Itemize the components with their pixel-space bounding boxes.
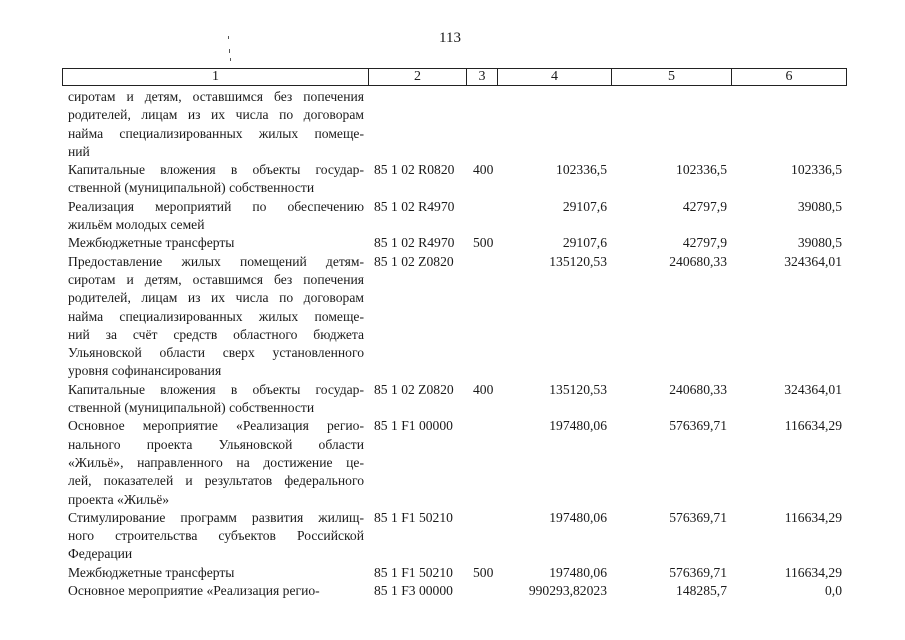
row-name-line: Предоставление жилых помещений детям- <box>68 253 364 269</box>
row-value-col6: 116634,29 <box>784 564 842 580</box>
row-name <box>68 161 364 198</box>
row-name <box>68 582 364 600</box>
header-col-5: 5 <box>612 69 732 85</box>
row-name-line: лей, показателей и результатов федерального <box>68 473 364 489</box>
row-name-line: Стимулирование программ развития жилищ- <box>68 509 364 525</box>
row-code: 85 1 F3 00000 <box>374 583 453 599</box>
row-name-line: Межбюджетные трансферты <box>68 235 235 251</box>
row-name-line: сиротам и детям, оставшимся без попечения <box>68 271 364 287</box>
table-header <box>62 68 847 86</box>
row-name-line: нального проекта Ульяновской области <box>68 436 364 452</box>
row-value-col4: 197480,06 <box>549 509 607 525</box>
row-code: 85 1 F1 50210 <box>374 564 453 580</box>
row-value-col4: 990293,82023 <box>528 583 607 599</box>
row-code: 85 1 02 R4970 <box>374 235 455 251</box>
row-name-line: ний за счёт средств областного бюджета <box>68 326 364 342</box>
row-name-line: ного строительства субъектов Российской <box>68 528 364 544</box>
row-value-col4: 197480,06 <box>549 564 607 580</box>
row-type: 400 <box>473 162 494 178</box>
row-value-col6: 0,0 <box>825 583 842 599</box>
row-value-col6: 116634,29 <box>784 509 842 525</box>
row-code: 85 1 F1 50210 <box>374 509 453 525</box>
row-name <box>68 509 364 564</box>
row-value-col4: 29107,6 <box>562 235 607 251</box>
header-col-2: 2 <box>369 69 467 85</box>
row-name-line: найма специализированных жилых помеще- <box>68 308 364 324</box>
row-name-line: «Жильё», направленного на достижение це- <box>68 454 364 470</box>
row-value-col4: 102336,5 <box>556 162 607 178</box>
row-name-line: Ульяновской области сверх установленного <box>68 345 364 361</box>
row-value-col6: 102336,5 <box>791 162 842 178</box>
row-value-col4: 197480,06 <box>549 418 607 434</box>
row-value-col4: 135120,53 <box>549 253 607 269</box>
row-name-line: уровня софинансирования <box>68 363 222 379</box>
row-name-line: ственной (муниципальной) собственности <box>68 400 315 416</box>
row-code: 85 1 F1 00000 <box>374 418 453 434</box>
row-value-col5: 576369,71 <box>669 418 727 434</box>
row-code: 85 1 02 Z0820 <box>374 381 454 397</box>
scan-speck <box>230 58 231 61</box>
row-value-col5: 102336,5 <box>676 162 727 178</box>
row-name-line: Капитальные вложения в объекты государ- <box>68 162 364 178</box>
row-name-line: Капитальные вложения в объекты государ- <box>68 381 364 397</box>
row-name <box>68 234 364 252</box>
row-name-line: Основное мероприятие «Реализация регио- <box>68 418 364 434</box>
row-value-col5: 240680,33 <box>669 253 727 269</box>
row-code: 85 1 02 R4970 <box>374 198 455 214</box>
row-value-col5: 42797,9 <box>682 198 727 214</box>
row-name-line: найма специализированных жилых помеще- <box>68 125 364 141</box>
row-code: 85 1 02 R0820 <box>374 162 455 178</box>
row-name-line: Межбюджетные трансферты <box>68 564 235 580</box>
row-name <box>68 198 364 235</box>
row-name <box>68 417 364 508</box>
row-value-col6: 39080,5 <box>797 235 842 251</box>
scan-speck <box>228 36 229 39</box>
row-name-line: Основное мероприятие «Реализация регио- <box>68 583 320 599</box>
row-value-col5: 240680,33 <box>669 381 727 397</box>
row-type: 400 <box>473 381 494 397</box>
row-name-line: жильём молодых семей <box>68 217 205 233</box>
row-name-line: проекта «Жильё» <box>68 491 170 507</box>
row-name-line: родителей, лицам из их числа по договорам <box>68 290 364 306</box>
row-name-line: Федерации <box>68 546 133 562</box>
row-name-line: сиротам и детям, оставшимся без попечения <box>68 89 364 104</box>
header-col-6: 6 <box>785 69 793 84</box>
row-value-col4: 135120,53 <box>549 381 607 397</box>
row-value-col6: 116634,29 <box>784 418 842 434</box>
row-value-col6: 324364,01 <box>784 253 842 269</box>
row-name <box>68 88 364 161</box>
row-name <box>68 381 364 418</box>
row-value-col6: 39080,5 <box>797 198 842 214</box>
row-value-col5: 42797,9 <box>682 235 727 251</box>
row-name-line: Реализация мероприятий по обеспечению <box>68 198 364 214</box>
row-name <box>68 253 364 381</box>
header-col-3: 3 <box>467 69 498 85</box>
row-value-col6: 324364,01 <box>784 381 842 397</box>
header-col-4: 4 <box>498 69 612 85</box>
row-type: 500 <box>473 235 494 251</box>
row-value-col4: 29107,6 <box>562 198 607 214</box>
row-value-col5: 148285,7 <box>676 583 727 599</box>
row-value-col5: 576369,71 <box>669 564 727 580</box>
scan-speck <box>229 49 230 53</box>
row-name-line: ний <box>68 143 90 159</box>
header-col-1: 1 <box>63 69 369 85</box>
row-value-col5: 576369,71 <box>669 509 727 525</box>
page-number: 113 <box>439 30 461 46</box>
row-type: 500 <box>473 564 494 580</box>
row-name-line: родителей, лицам из их числа по договорам <box>68 107 364 123</box>
row-code: 85 1 02 Z0820 <box>374 253 454 269</box>
row-name <box>68 564 364 582</box>
row-name-line: ственной (муниципальной) собственности <box>68 180 315 196</box>
